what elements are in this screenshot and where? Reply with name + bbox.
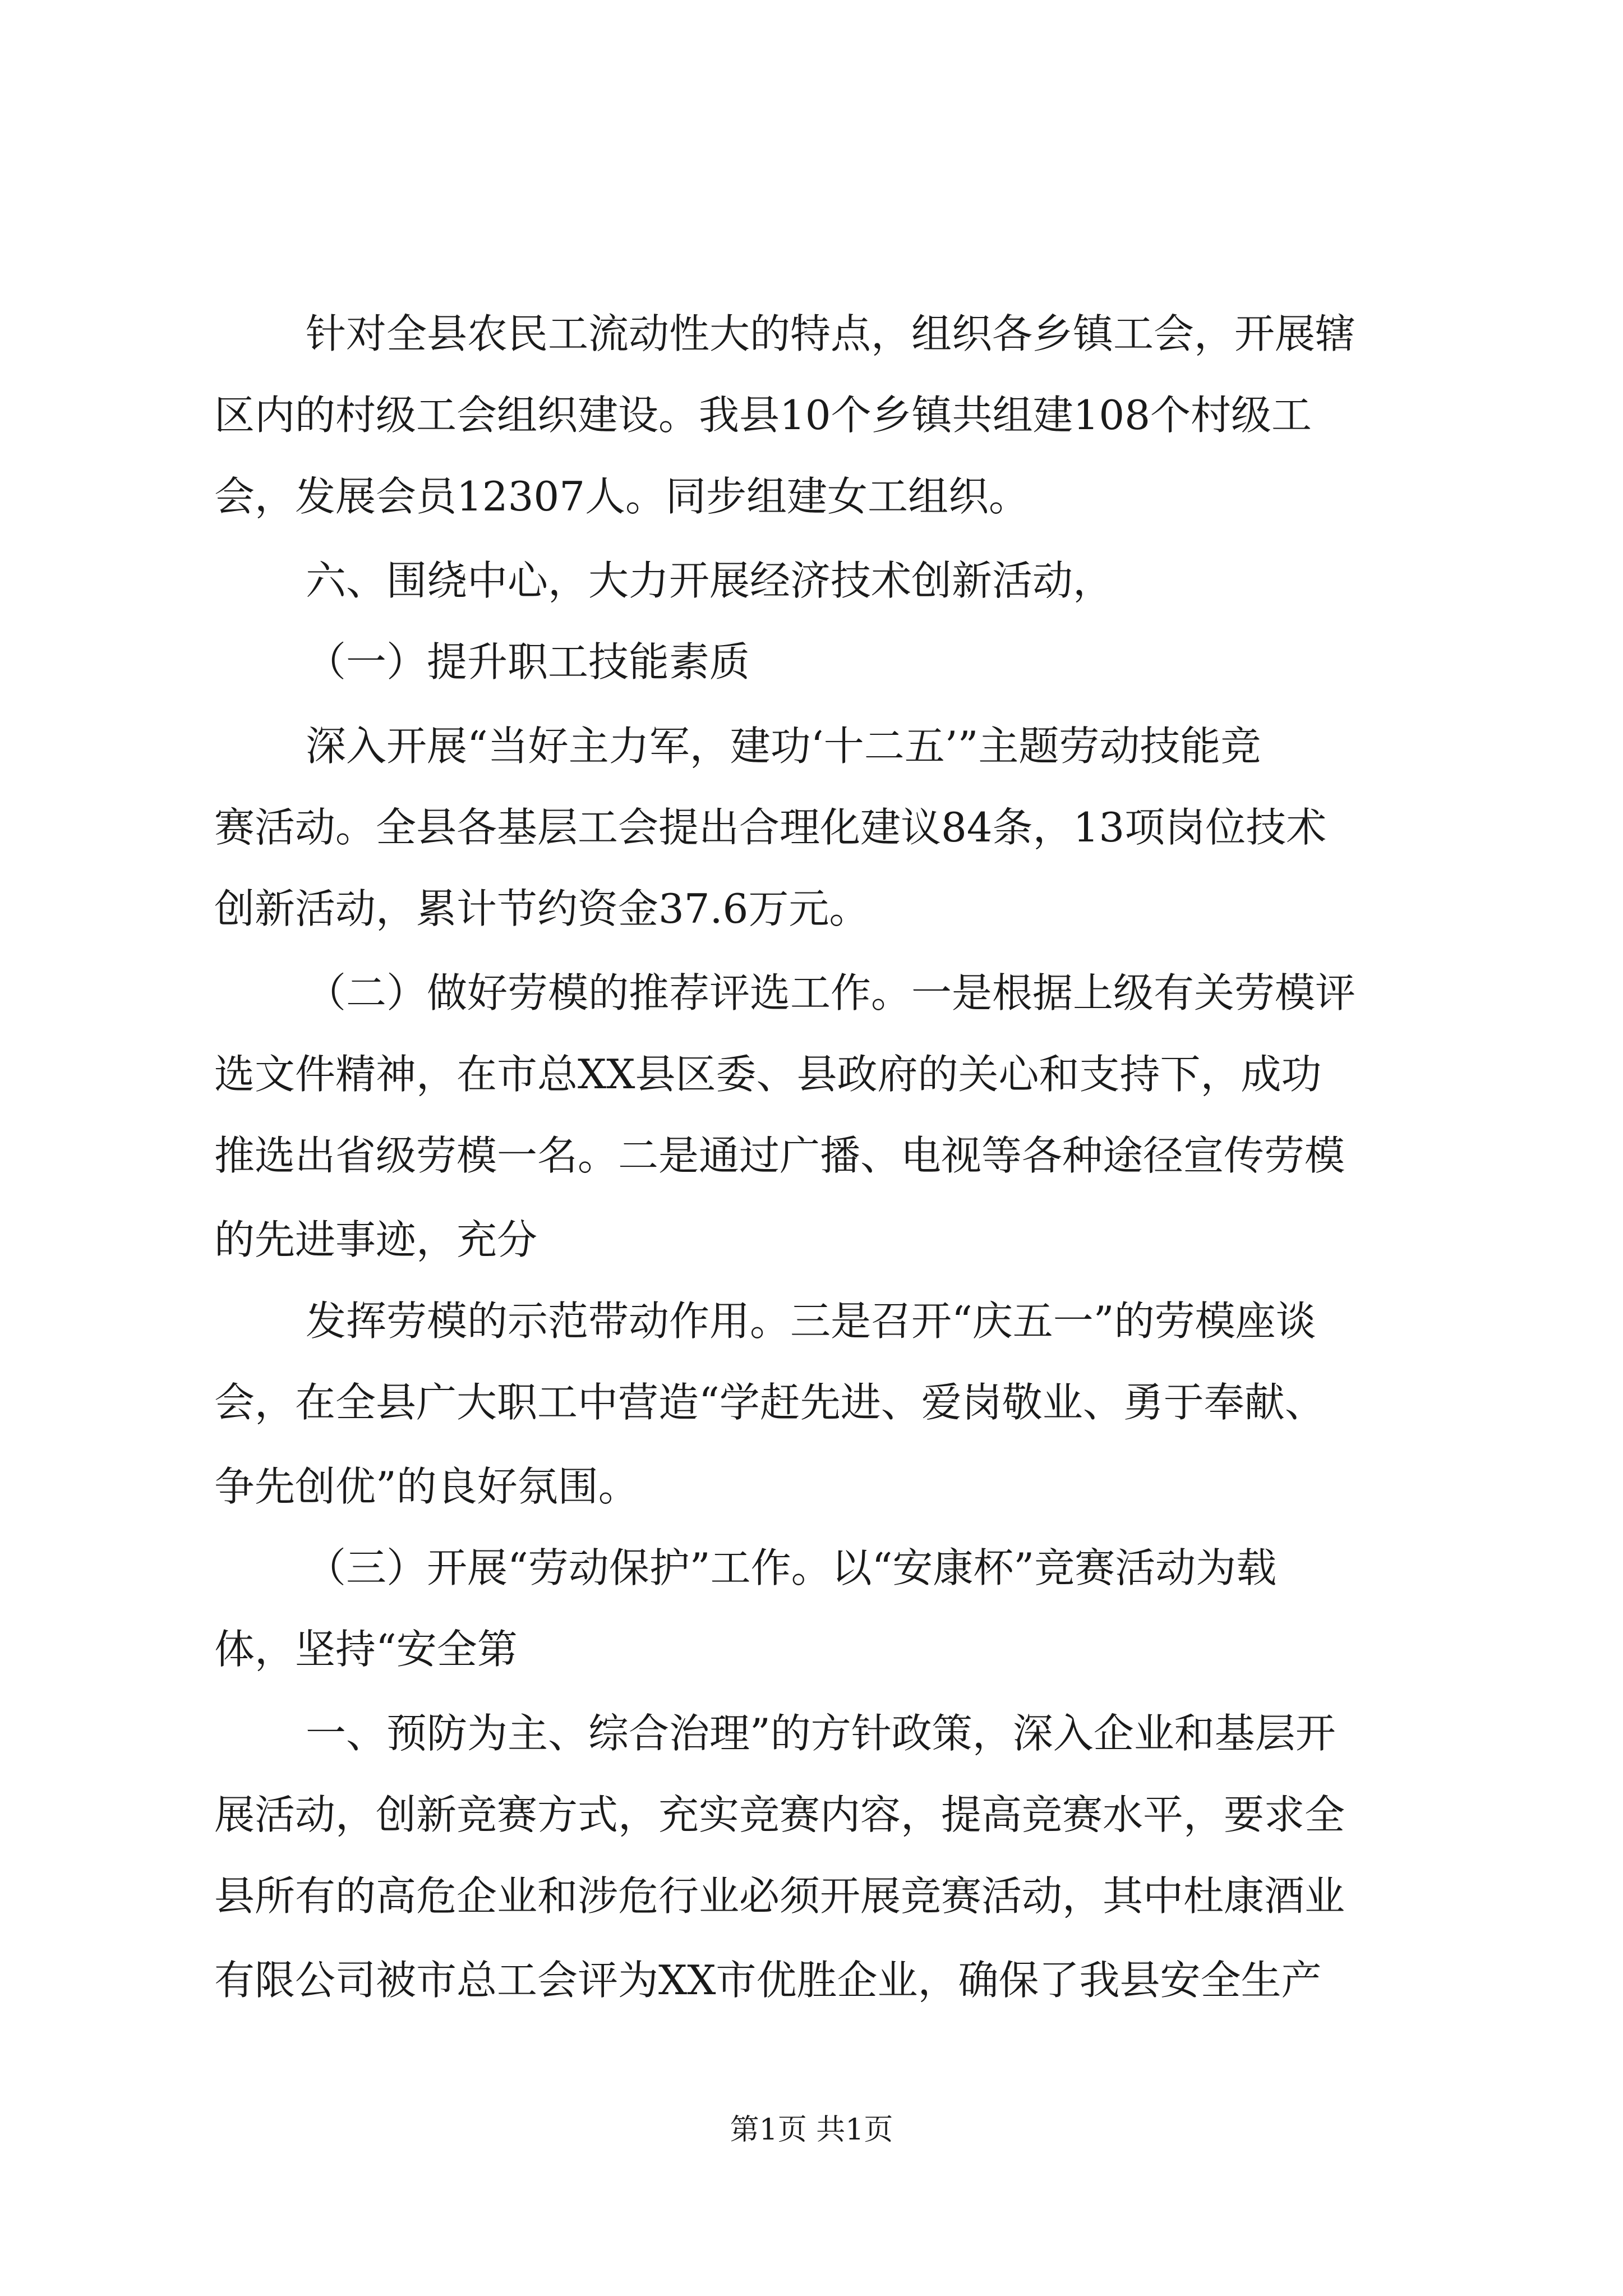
- body-text-line: 争先创优”的良好氛围。: [214, 1463, 639, 1510]
- body-text-line: 会，在全县广大职工中营造“学赶先进、爱岗敬业、勇于奉献、: [214, 1379, 1325, 1426]
- body-text-line: 会，发展会员12307人。同步组建女工组织。: [214, 473, 1030, 520]
- body-text-line: 的先进事迹，充分: [214, 1216, 538, 1263]
- body-text-line: （三）开展“劳动保护”工作。以“安康杯”竞赛活动为载: [306, 1544, 1277, 1591]
- subsection-heading: （一）提升职工技能素质: [306, 638, 750, 685]
- page-footer: 第1页 共1页: [730, 2113, 893, 2147]
- body-text-line: 区内的村级工会组织建设。我县10个乡镇共组建108个村级工: [214, 392, 1312, 439]
- body-text-line: （二）做好劳模的推荐评选工作。一是根据上级有关劳模评: [306, 969, 1356, 1016]
- body-text-line: 选文件精神，在市总XX县区委、县政府的关心和支持下，成功: [214, 1051, 1322, 1098]
- body-text-line: 赛活动。全县各基层工会提出合理化建议84条，13项岗位技术: [214, 804, 1327, 851]
- body-text-line: 发挥劳模的示范带动作用。三是召开“庆五一”的劳模座谈: [306, 1297, 1316, 1345]
- body-text-line: 深入开展“当好主力军，建功‘十二五’”主题劳动技能竞: [306, 723, 1261, 770]
- body-text-line: 推选出省级劳模一名。二是通过广播、电视等各种途径宣传劳模: [214, 1132, 1345, 1179]
- body-text-line: 创新活动，累计节约资金37.6万元。: [214, 885, 870, 932]
- body-text-line: 一、预防为主、综合治理”的方针政策，深入企业和基层开: [306, 1710, 1336, 1757]
- body-text-line: 展活动，创新竞赛方式，充实竞赛内容，提高竞赛水平，要求全: [214, 1791, 1345, 1838]
- body-text-line: 体，坚持“安全第: [214, 1626, 518, 1673]
- body-text-line: 针对全县农民工流动性大的特点，组织各乡镇工会，开展辖: [306, 310, 1356, 357]
- section-heading: 六、围绕中心，大力开展经济技术创新活动，: [306, 557, 1114, 604]
- body-text-line: 有限公司被市总工会评为XX市优胜企业，确保了我县安全生产: [214, 1957, 1322, 2004]
- body-text-line: 县所有的高危企业和涉危行业必须开展竞赛活动，其中杜康酒业: [214, 1872, 1345, 1920]
